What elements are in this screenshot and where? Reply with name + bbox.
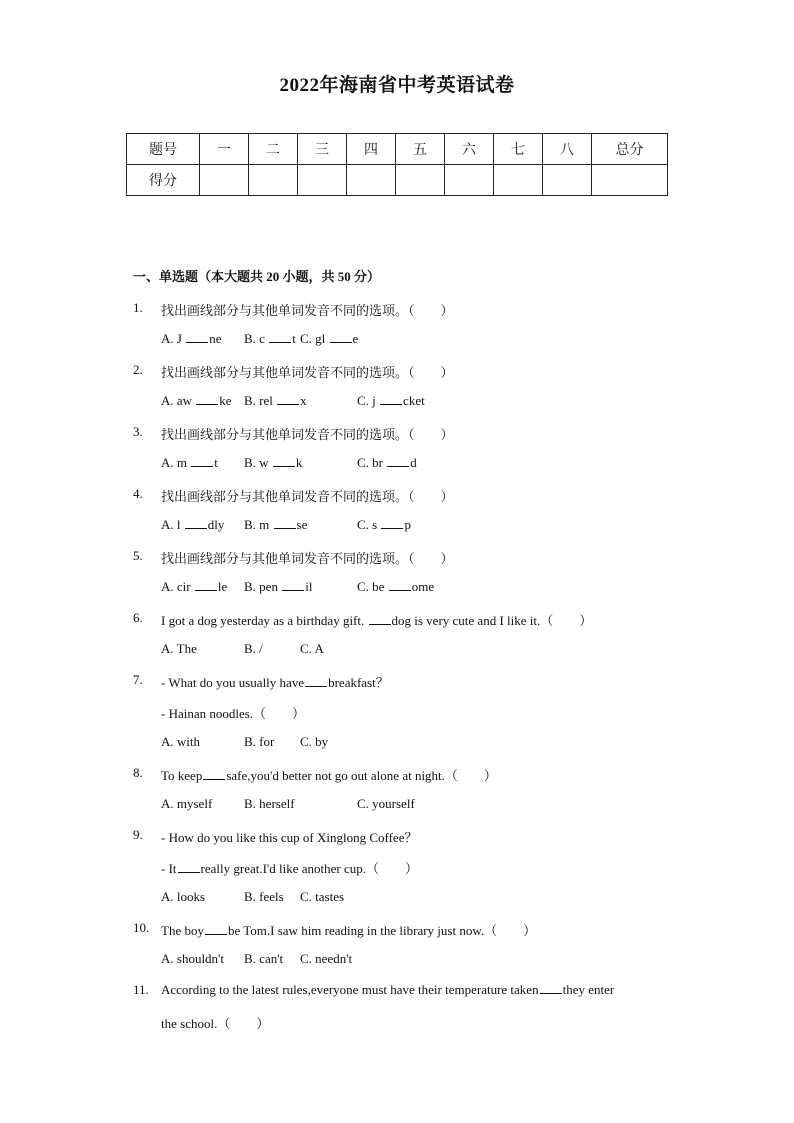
answer-blank xyxy=(186,331,208,343)
answer-blank xyxy=(274,517,296,529)
answer-option[interactable]: A. shouldn't xyxy=(161,951,225,966)
answer-blank xyxy=(195,579,217,591)
question-number: 9. xyxy=(133,827,143,842)
answer-blank xyxy=(203,768,225,780)
answer-option[interactable]: C. be ome xyxy=(357,579,435,594)
score-header-cell: 一 xyxy=(200,134,249,165)
question-number: 8. xyxy=(133,765,143,780)
score-cell[interactable] xyxy=(494,165,543,196)
page-title: 2022年海南省中考英语试卷 xyxy=(279,75,515,96)
score-cell[interactable] xyxy=(298,165,347,196)
score-table-header-row xyxy=(127,134,668,165)
answer-blank xyxy=(185,517,207,529)
question-text: According to the latest rules,everyone must have their temperature taken they enter xyxy=(161,982,615,997)
question-text: 找出画线部分与其他单词发音不同的选项。（ ） xyxy=(161,427,454,442)
score-header-cell: 二 xyxy=(249,134,298,165)
answer-option[interactable]: B. pen il xyxy=(244,579,313,594)
score-row-label: 得分 xyxy=(127,165,200,196)
section-header: 一、单选题（本大题共 20 小题，共 50 分） xyxy=(133,269,381,284)
question-text: - Hainan noodles.（ ） xyxy=(161,706,306,721)
answer-blank xyxy=(380,393,402,405)
question-text: - How do you like this cup of Xinglong Coffee？ xyxy=(161,830,418,845)
question-text: 找出画线部分与其他单词发音不同的选项。（ ） xyxy=(161,303,454,318)
score-header-cell: 四 xyxy=(347,134,396,165)
answer-blank xyxy=(273,455,295,467)
answer-option[interactable]: A. cir le xyxy=(161,579,228,594)
question-number: 10. xyxy=(133,920,150,935)
question-number: 2. xyxy=(133,362,143,377)
question-number: 1. xyxy=(133,300,143,315)
question-text: 找出画线部分与其他单词发音不同的选项。（ ） xyxy=(161,489,454,504)
answer-blank xyxy=(277,393,299,405)
score-cell[interactable] xyxy=(543,165,592,196)
answer-option[interactable]: A. l dly xyxy=(161,517,225,532)
score-cell[interactable] xyxy=(445,165,494,196)
question-number: 4. xyxy=(133,486,143,501)
score-cell[interactable] xyxy=(592,165,668,196)
score-table xyxy=(126,133,668,196)
question-number: 3. xyxy=(133,424,143,439)
answer-blank xyxy=(178,861,200,873)
score-cell[interactable] xyxy=(200,165,249,196)
score-header-cell: 五 xyxy=(396,134,445,165)
answer-blank xyxy=(196,393,218,405)
score-header-cell: 总分 xyxy=(592,134,668,165)
answer-option[interactable]: B. feels xyxy=(244,889,284,904)
answer-option[interactable]: B. rel x xyxy=(244,393,307,408)
score-cell[interactable] xyxy=(249,165,298,196)
question-text: - It really great.I'd like another cup.（ ） xyxy=(161,861,419,876)
answer-option[interactable]: A. myself xyxy=(161,796,213,811)
question-number: 5. xyxy=(133,548,143,563)
answer-option[interactable]: C. j cket xyxy=(357,393,425,408)
answer-option[interactable]: A. m t xyxy=(161,455,218,470)
answer-option[interactable]: A. looks xyxy=(161,889,206,904)
answer-blank xyxy=(330,331,352,343)
answer-blank xyxy=(540,982,562,994)
question-text: 找出画线部分与其他单词发音不同的选项。（ ） xyxy=(161,551,454,566)
answer-option[interactable]: B. w k xyxy=(244,455,303,470)
score-header-cell: 七 xyxy=(494,134,543,165)
answer-option[interactable]: B. / xyxy=(244,641,263,656)
answer-option[interactable]: C. s p xyxy=(357,517,411,532)
answer-option[interactable]: C. gl e xyxy=(300,331,359,346)
answer-option[interactable]: B. m se xyxy=(244,517,308,532)
answer-blank xyxy=(191,455,213,467)
answer-option[interactable]: A. with xyxy=(161,734,200,749)
question-number: 11. xyxy=(133,982,149,997)
question-number: 6. xyxy=(133,610,143,625)
answer-option[interactable]: C. yourself xyxy=(357,796,415,811)
answer-blank xyxy=(305,675,327,687)
answer-blank xyxy=(369,613,391,625)
question-text: 找出画线部分与其他单词发音不同的选项。（ ） xyxy=(161,365,454,380)
answer-option[interactable]: A. J ne xyxy=(161,331,222,346)
score-cell[interactable] xyxy=(396,165,445,196)
question-text: The boy be Tom.I saw him reading in the library just now.（ ） xyxy=(161,923,537,938)
answer-option[interactable]: C. A xyxy=(300,641,324,656)
answer-blank xyxy=(381,517,403,529)
answer-option[interactable]: C. needn't xyxy=(300,951,353,966)
answer-blank xyxy=(205,923,227,935)
score-table-score-row xyxy=(127,165,668,196)
score-header-cell: 六 xyxy=(445,134,494,165)
answer-blank xyxy=(282,579,304,591)
answer-option[interactable]: C. by xyxy=(300,734,329,749)
answer-blank xyxy=(269,331,291,343)
question-text: To keep safe,you'd better not go out alone at night.（ ） xyxy=(161,768,497,783)
question-number: 7. xyxy=(133,672,143,687)
answer-option[interactable]: C. br d xyxy=(357,455,417,470)
answer-option[interactable]: B. c t xyxy=(244,331,296,346)
answer-blank xyxy=(389,579,411,591)
question-text: the school.（ ） xyxy=(161,1016,270,1031)
score-cell[interactable] xyxy=(347,165,396,196)
answer-option[interactable]: B. can't xyxy=(244,951,284,966)
score-header-cell: 八 xyxy=(543,134,592,165)
answer-option[interactable]: C. tastes xyxy=(300,889,345,904)
score-header-cell: 三 xyxy=(298,134,347,165)
answer-option[interactable]: B. herself xyxy=(244,796,295,811)
answer-blank xyxy=(387,455,409,467)
question-text: I got a dog yesterday as a birthday gift. dog is very cute and I like it.（ ） xyxy=(161,613,593,628)
answer-option[interactable]: A. aw ke xyxy=(161,393,232,408)
answer-option[interactable]: B. for xyxy=(244,734,275,749)
question-text: - What do you usually have breakfast？ xyxy=(161,675,389,690)
score-header-cell: 题号 xyxy=(127,134,200,165)
answer-option[interactable]: A. The xyxy=(161,641,197,656)
